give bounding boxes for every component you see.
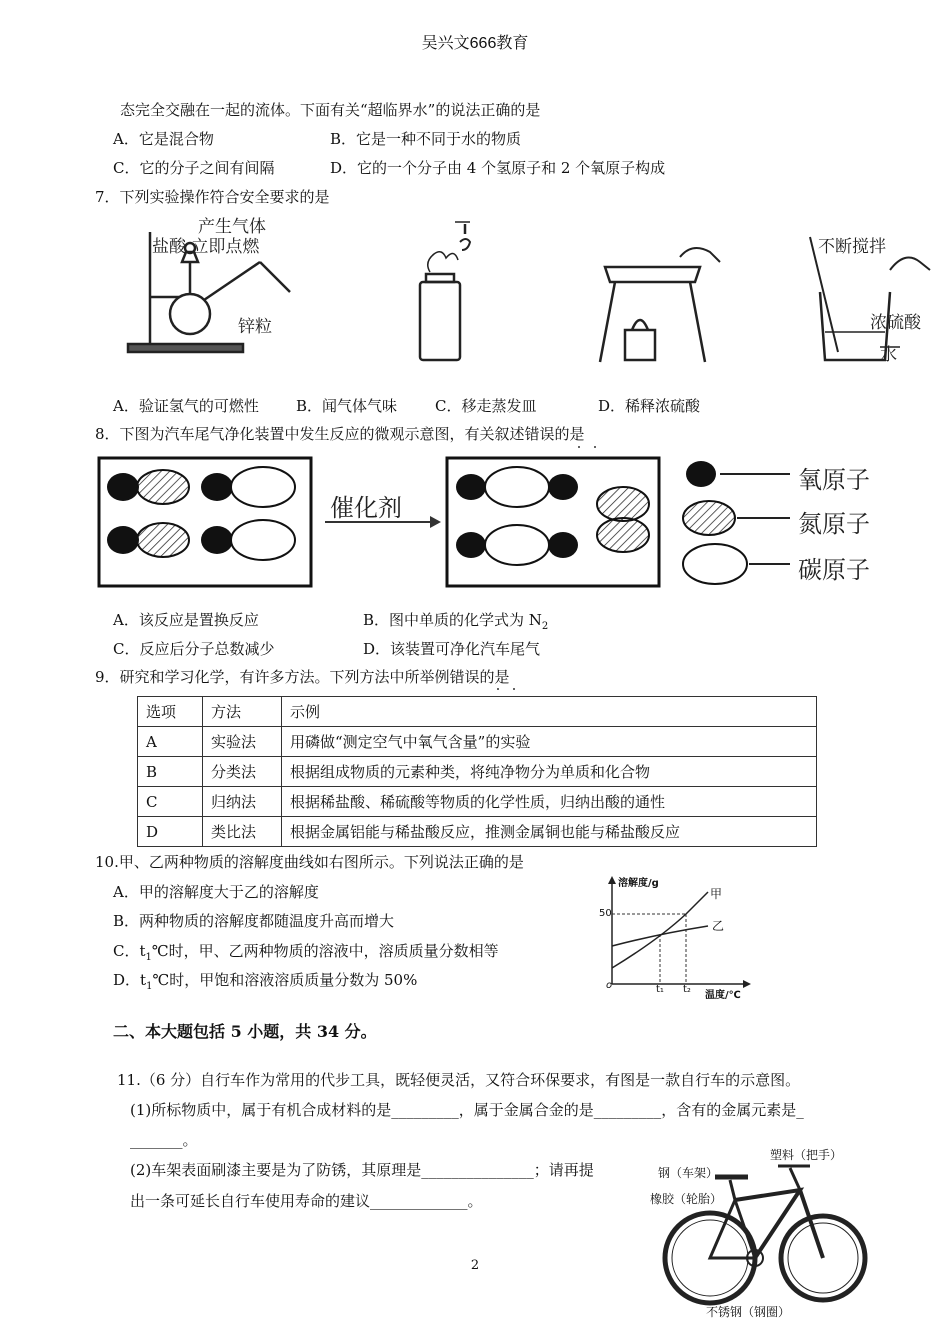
graph-t2: t₂ xyxy=(683,984,691,995)
q7-stem: 7．下列实验操作符合安全要求的是 xyxy=(95,188,330,206)
graph-ylabel: 溶解度/g xyxy=(618,878,659,889)
q10-option-b: B．两种物质的溶解度都随温度升高而增大 xyxy=(113,912,395,930)
n2-molecule xyxy=(597,487,649,552)
table-cell: 根据金属铝能与稀盐酸反应，推测金属铜也能与稀盐酸反应 xyxy=(282,817,817,847)
evaporating-dish-figure xyxy=(600,248,720,362)
table-row xyxy=(138,727,817,757)
table-cell: 根据稀盐酸、稀硫酸等物质的化学性质，归纳出酸的通性 xyxy=(282,787,817,817)
q10-option-c xyxy=(113,941,499,968)
q11-part2: (2)车架表面刷漆主要是为了防锈，其原理是_______________；请再提 xyxy=(130,1161,594,1179)
q6-option-d: D．它的一个分子由 4 个氢原子和 2 个氧原子构成 xyxy=(330,159,666,177)
q10-option-a: A．甲的溶解度大于乙的溶解度 xyxy=(113,883,319,901)
table-cell: D xyxy=(138,817,203,847)
legend-nitrogen: 氮原子 xyxy=(798,510,870,538)
label-water: 水 xyxy=(880,345,897,365)
graph-y-tick: 50 xyxy=(599,908,612,919)
q7-option-b: B．闻气体气味 xyxy=(296,397,398,415)
table-header-row xyxy=(138,697,817,727)
table-row xyxy=(138,817,817,847)
page-header: 吴兴文666教育 xyxy=(421,35,529,52)
catalyst-label: 催化剂 xyxy=(330,494,402,522)
oxygen-legend-swatch xyxy=(686,461,716,487)
q8-option-a: A．该反应是置换反应 xyxy=(113,611,259,629)
table-cell: A xyxy=(138,727,203,757)
emphasis-dot xyxy=(578,446,580,448)
graph-t1: t₁ xyxy=(656,984,664,995)
table-cell: B xyxy=(138,757,203,787)
co2-molecule xyxy=(456,467,578,507)
q11-part1: (1)所标物质中，属于有机合成材料的是_________，属于金属合金的是_________，含有的金属元素是_ xyxy=(130,1101,804,1119)
q8-option-c: C．反应后分子总数减少 xyxy=(113,640,275,658)
q10-c-pre: C．t xyxy=(113,942,146,960)
bottle-figure xyxy=(420,222,470,360)
q6-option-b: B．它是一种不同于水的物质 xyxy=(330,130,522,148)
label-acid-ignite: 盐酸 立即点燃 xyxy=(152,237,260,257)
co-molecule xyxy=(201,467,295,507)
graph-series-jia: 甲 xyxy=(710,887,723,901)
label-conc-acid: 浓硫酸 xyxy=(870,313,921,333)
q7-option-c: C．移走蒸发皿 xyxy=(435,397,537,415)
table-row xyxy=(138,787,817,817)
q7-option-a: A．验证氢气的可燃性 xyxy=(113,397,259,415)
q10-d-pre: D．t xyxy=(113,971,147,989)
no-molecule xyxy=(107,470,189,504)
q6-option-a: A．它是混合物 xyxy=(113,130,214,148)
no-molecule xyxy=(107,523,189,557)
label-rubber: 橡胶（轮胎） xyxy=(650,1192,723,1206)
subscript: 1 xyxy=(146,981,153,992)
q10-c-post: ℃时，甲、乙两种物质的溶液中，溶质质量分数相等 xyxy=(151,942,499,960)
graph-series-yi: 乙 xyxy=(712,919,725,933)
q6-option-c: C．它的分子之间有间隔 xyxy=(113,159,275,177)
table-cell: 实验法 xyxy=(203,727,282,757)
legend-carbon: 碳原子 xyxy=(798,556,870,584)
co-molecule xyxy=(201,520,295,560)
label-steel: 钢（车架） xyxy=(658,1166,719,1180)
subscript: 2 xyxy=(541,621,549,632)
q9-stem: 9．研究和学习化学，有许多方法。下列方法中所举例错误的是 xyxy=(95,668,510,686)
q11-stem: 11.（6 分）自行车作为常用的代步工具，既轻便灵活，又符合环保要求，有图是一款自行车的示意图。 xyxy=(117,1071,801,1089)
q7-option-d: D．稀释浓硫酸 xyxy=(598,397,701,415)
q8-option-d: D．该装置可净化汽车尾气 xyxy=(363,640,541,658)
q8-option-b-text: B．图中单质的化学式为 N xyxy=(363,611,542,629)
q11-part1-cont: _______。 xyxy=(130,1131,198,1149)
label-stainless: 不锈钢（钢圈） xyxy=(706,1305,791,1319)
nitrogen-legend-swatch xyxy=(683,501,735,535)
carbon-legend-swatch xyxy=(683,544,747,584)
emphasis-dot xyxy=(497,688,499,690)
section-title: 二、本大题包括 5 小题，共 34 分。 xyxy=(113,1022,377,1041)
table-cell: 根据组成物质的元素种类，将纯净物分为单质和化合物 xyxy=(282,757,817,787)
legend-oxygen: 氧原子 xyxy=(798,466,870,494)
q10-stem: 10.甲、乙两种物质的溶解度曲线如右图所示。下列说法正确的是 xyxy=(95,853,524,871)
table-cell: 用磷做“测定空气中氧气含量”的实验 xyxy=(282,727,817,757)
q9-methods-table xyxy=(137,696,817,847)
q8-reaction-diagram xyxy=(95,452,895,592)
co2-molecule xyxy=(456,525,578,565)
table-cell: C xyxy=(138,787,203,817)
q8-option-b xyxy=(363,610,548,637)
table-cell: 分类法 xyxy=(203,757,282,787)
label-zinc: 锌粒 xyxy=(238,317,272,337)
graph-origin: o xyxy=(606,980,613,991)
header-cell: 选项 xyxy=(138,697,203,727)
table-row xyxy=(138,757,817,787)
page-number: 2 xyxy=(470,1258,480,1273)
header-cell: 方法 xyxy=(203,697,282,727)
q6-stem: 态完全交融在一起的流体。下面有关“超临界水”的说法正确的是 xyxy=(120,101,541,119)
table-cell: 类比法 xyxy=(203,817,282,847)
q11-part2-cont: 出一条可延长自行车使用寿命的建议_____________。 xyxy=(130,1192,483,1210)
label-stir: 不断搅拌 xyxy=(818,237,886,257)
header-cell: 示例 xyxy=(282,697,817,727)
subscript: 1 xyxy=(145,952,152,963)
solubility-graph xyxy=(598,872,758,1000)
label-plastic: 塑料（把手） xyxy=(770,1148,843,1162)
emphasis-dot xyxy=(594,446,596,448)
q10-d-post: ℃时，甲饱和溶液溶质质量分数为 50% xyxy=(152,971,418,989)
label-gas-produced: 产生气体 xyxy=(198,217,266,237)
emphasis-dot xyxy=(513,688,515,690)
q8-stem: 8．下图为汽车尾气净化装置中发生反应的微观示意图，有关叙述错误的是 xyxy=(95,425,585,443)
table-cell: 归纳法 xyxy=(203,787,282,817)
graph-xlabel: 温度/℃ xyxy=(705,990,741,1001)
q10-option-d xyxy=(113,970,417,997)
